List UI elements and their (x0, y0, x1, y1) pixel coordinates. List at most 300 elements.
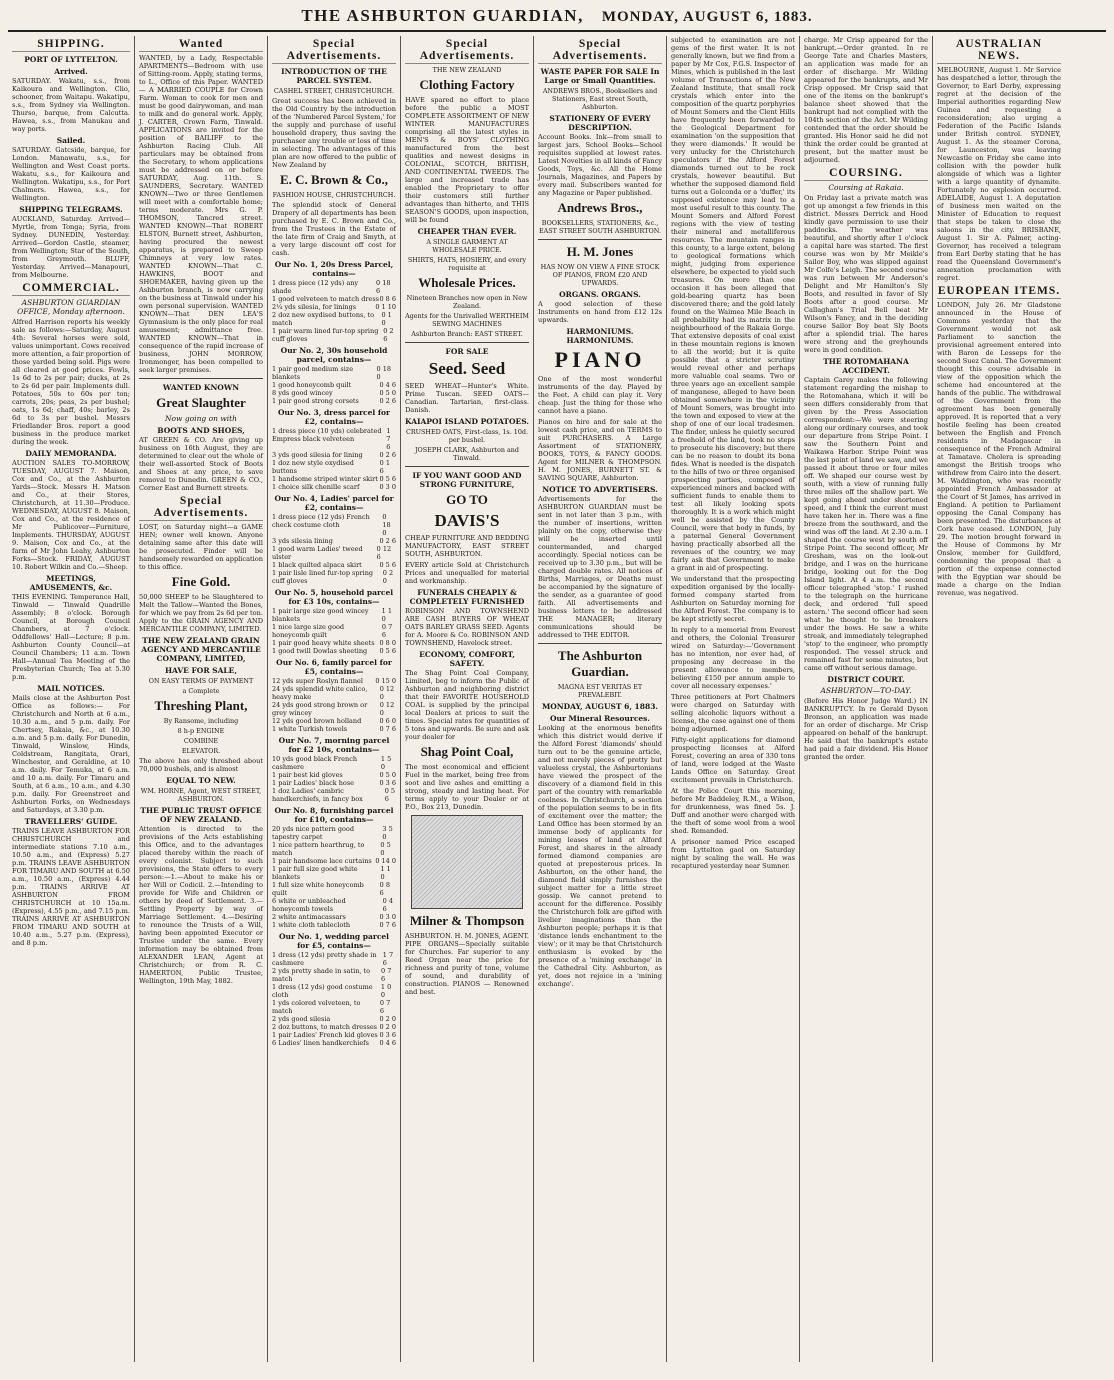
price-item: 6 Ladies' linen handkerchiefs (272, 1039, 369, 1047)
price-row (272, 623, 396, 639)
company-heading: THE NEW ZEALAND GRAIN AGENCY AND MERCANTILE COMPANY, LIMITED, (141, 636, 261, 663)
coursing-text: On Friday last a private match was got up amongst a few friends in this district. Messrs Derrick and Hood kindly gave permission to use their paddocks. The weather was beautiful, and shortly after 1 o'clock a capital hare was started. The first course was won by Mr Meikle's Sailor Boy, who was slipped against Mr Colfe's Leigh. The second course was run between Mr Anderson's Delight and Mr Hamilton's Sly Boots, and resulted in favor of Sly Boots after a good course. Mr Callaghan's Trial Bell beat Mr Wilson's Fancy, and in the deciding course Sailor Boy beat Sly Boots after a splendid trial. The hares were strong and the greyhounds were in good condition. (804, 194, 928, 354)
robinson-text: ROBINSON AND TOWNSHEND ARE CASH BUYERS OF WHEAT OATS BARLEY GRASS SEED. Agents for A. Moore & Co. ROBINSON AND TOWNSHEND, Havelock street. (405, 607, 529, 647)
price-row (272, 717, 396, 725)
parcel3-heading: Our No. 3, dress parcel for £2, contains— (278, 408, 390, 426)
leader-date: MONDAY, AUGUST 6, 1883. (541, 702, 659, 711)
shirts-label: SHIRTS, HATS, HOSIERY, and every requisite at (407, 256, 527, 272)
price-row (272, 857, 396, 865)
meetings-text: THIS EVENING. Temperance Hall, Tinwald — Tinwald Quadrille Assembly; 8 o'clock. Borough Council, at Borough Council Chambers, at 7 o'clock. Oddfellows' Hall—Lecture; 8 p.m. Ashburton County Council—at Council Chambers; 11 a.m. Town Hall—Annual Tea Meeting of the Presbyterian Church; Tea at 5.30 p.m. (12, 593, 130, 681)
price-row (272, 897, 396, 913)
price-value: 0 2 0 (379, 1015, 396, 1023)
column-clothing (401, 36, 534, 1362)
parcel1-heading: Our No. 1, 20s Dress Parcel, contains— (274, 260, 394, 278)
slaughter-sub: Now going on with (164, 414, 237, 423)
price-item: 1 good warm Ladies' tweed ulster (272, 545, 363, 561)
price-value: 0 1 10 (375, 303, 396, 311)
price-item: 24 yds good strong brown or grey wincey (272, 701, 368, 717)
memoranda-heading: DAILY MEMORANDA. (25, 449, 117, 458)
jones-title: H. M. Jones (566, 244, 634, 259)
andrews-sub: BOOKSELLERS, STATIONERS, &c., EAST STREET SOUTH ASHBURTON. (539, 219, 661, 235)
commercial-subheading: ASHBURTON GUARDIAN OFFICE, Monday afternoon. (17, 298, 125, 316)
price-value: 0 3 0 (379, 483, 396, 491)
paper-title: THE ASHBURTON GUARDIAN, (301, 6, 584, 25)
joseph-clark: JOSEPH CLARK, Ashburton and Tinwald. (415, 446, 519, 462)
organs-label: ORGANS. ORGANS. (559, 290, 641, 299)
price-value: 0 2 0 (379, 1023, 396, 1031)
coursing-sub: Coursing at Rakaia. (828, 183, 904, 192)
crushed-oats: CRUSHED OATS, First-class, 1s. 10d. per bushel. (405, 428, 529, 444)
parcel8-list (272, 825, 396, 929)
branches: Nineteen Branches now open in New Zealand. (406, 294, 528, 310)
slaughter-heading: WANTED KNOWN (162, 383, 240, 392)
coal-text-2: The most economical and efficient Fuel in the market, being free from soot and live ashes and emitting a strong, steady and lasting heat. For terms apply to your Dealer or at P.O., Box 213, Dunedin. (405, 763, 529, 811)
clothing-text: HAVE spared no effort to place before the public a MOST COMPLETE ASSORTMENT OF NEW WINTER MANUFACTURES comprising all the latest styles in MEN'S & BOYS' CLOTHING manufactured from the best qualities and newest designs in COLONIAL, SCOTCH, BRITISH, AND CONTINENTAL TWEEDS. The large and increased trade has enabled the Proprietary to offer their customers still further advantages than hitherto, and THIS SEASON'S GOODS, upon inspection, will be found (405, 96, 529, 224)
price-row (272, 639, 396, 647)
jones-text: HAS NOW ON VIEW A FINE STOCK OF PIANOS, FROM £20 AND UPWARDS. (540, 263, 660, 287)
wholesale-title: Wholesale Prices. (418, 275, 516, 290)
price-row (272, 865, 396, 881)
notice-text: Advertisements for the ASHBURTON GUARDIAN must be sent in not later than 3 p.m., with the number of insertions, written plainly on the copy, otherwise they will be inserted until countermanded, and charged accordingly. Special notices can be received up to 3.30 p.m., but will be charged double rates. All notices of Births, Marriages, or Deaths must be accompanied by the signature of the sender, as a guarantee of good faith. All advertisements and business letters to be addressed THE MANAGER; literary communications should be addressed to THE EDITOR. (538, 495, 662, 639)
price-row (272, 881, 396, 897)
masthead (8, 6, 1106, 32)
wanted-text: WANTED, by a Lady, Respectable APARTMENTS—Bedroom with use of Sitting-room. Apply, stating terms, to L., Office of this Paper. WANTED — A MARRIED COUPLE for Crown Farm. Woman to cook for men and must be good dairywoman, and man to milk and do general work. Apply, J. CARTER, Crown Farm, Tinwald. APPLICATIONS are invited for the position of BAILIFF to the Ashburton Racing Club. All particulars may be obtained from the Secretary, to whom applications must be addressed on or before SATURDAY, Aug. 11th. S. SAUNDERS, Secretary. WANTED KNOWN—Two or three Gentlemen will meet with a comfortable home; terms moderate. Mrs G. P. THOMSON, Tancred street. WANTED KNOWN—That ROBERT ELSTON, Burnett street, Ashburton, having procured the newest apparatus, is prepared to Sweep Chimneys at very low rates. WANTED KNOWN—That C. HAWKINS, BOOT and SHOEMAKER, having given up the Ashburton branch, is now carrying on the business at Tinwald under his own personal supervision. WANTED KNOWN—That DEN LEA'S Gymnasium is the only place for real amusement; admittance free. WANTED KNOWN—That in consequence of the rapid increase of business, JOHN MORROW, Ironmonger, has been compelled to seek larger premises. (139, 54, 263, 374)
australian-text: MELBOURNE, August 1. Mr Service has despatched a letter, through the Governor, to Earl Derby, expressing regret at the decision of the Imperial authorities regarding New Guinea and requesting a reconsideration; also urging a Federation of the Pacific Islands under British control. SYDNEY, August 1. As the steamer Corona, for Launceston, was leaving Newcastle on Friday she came into collision with the powder hulk alongside of which was a lighter with a large quantity of dynamite. Fortunately no explosion occurred. ADELAIDE, August 1. A deputation of business men waited on the Minister of Education to request that steps be taken to close the saloons in the city. BRISBANE, August 1. Sir A. Palmer, acting-Governor, has received a telegram from Earl Derby stating that he has read the Queensland Government's annexation proclamation with regret. (937, 66, 1061, 282)
price-value: 1 5 0 (380, 755, 392, 771)
furniture-heading: IF YOU WANT GOOD AND STRONG FURNITURE, (412, 471, 522, 489)
price-value: 1 7 6 (382, 951, 394, 967)
parcel-text: Great success has been achieved in the Old Country by the introduction of the 'Numbered Parcel System,' for the supply and purchase of useful household drapery, thus saving the purchaser any trouble or loss of time in selecting. The advantages of this plan are now offered to the public of New Zealand by (272, 97, 396, 169)
news-text-4: Three petitioners at Port Chalmers were charged on Saturday with selling alcoholic liquors without a license, the case against one of them being adjourned. (671, 693, 795, 733)
meetings-heading: MEETINGS, AMUSEMENTS, &c. (29, 574, 113, 592)
price-row (272, 983, 396, 999)
slaughter-title: Great Slaughter (156, 395, 246, 410)
news-text-3: In reply to a memorial from Everest and others, the Colonial Treasurer wired on Saturday:—'Government has no intention, nor ever had, of proposing any decrease in the present allowance to members, believing £150 per annum ample to cover all necessary expenses.' (671, 626, 795, 690)
price-row (272, 825, 396, 841)
column-shipping (8, 36, 135, 1362)
sailed-label: Sailed. (56, 136, 86, 145)
wanted-heading: Wanted (139, 38, 263, 52)
price-value: 0 4 6 (379, 1039, 396, 1047)
arrived-label: Arrived. (54, 67, 88, 76)
davis-text: CHEAP FURNITURE AND BEDDING MANUFACTORY, EAST STREET SOUTH, ASHBURTON. (405, 534, 529, 558)
price-value: 0 3 6 (379, 1031, 396, 1039)
price-item: 3 yds silesia lining (272, 537, 333, 545)
price-item: 2¼ yds silesia, for linings (272, 303, 357, 311)
leader-heading: Our Mineral Resources. (549, 714, 650, 723)
for-sale: FOR SALE (445, 347, 489, 356)
price-item: 1 nice large size good honeycomb quilt (272, 623, 345, 639)
price-value: 0 7 6 (379, 999, 391, 1015)
motto: MAGNA EST VERITAS ET PREVALEBIT. (557, 683, 643, 699)
price-row (272, 921, 396, 929)
price-item: 1 pair full size good white blankets (272, 865, 358, 881)
news-text-7: A prisoner named Price escaped from Lyttelton gaol on Saturday night by scaling the wall. He was recaptured yesterday near Sumner. (671, 838, 795, 870)
mail-heading: MAIL NOTICES. (37, 684, 105, 693)
coal-title: Shag Point Coal, (420, 744, 514, 759)
price-item: 1 pair Ladies' French kid gloves (272, 1031, 378, 1039)
parcel9-heading: Our No. 1, wedding parcel for £5, contains— (278, 932, 390, 950)
piano-word: PIANO (554, 347, 646, 372)
stationery-heading: STATIONERY OF EVERY DESCRIPTION. (549, 114, 651, 132)
district-sub: ASHBURTON—TO-DAY. (820, 686, 912, 695)
slaughter-text: AT GREEN & CO. Are giving up business on 16th August, they are determined to clear out the whole of their well-assorted Stock of Boots and Shoes at any price, to save removal to Dunedin. GREEN & CO., Corner East and Burnett streets. (139, 436, 263, 492)
price-item: 12 yds super Roslyn flannel (272, 677, 363, 685)
price-row (272, 1039, 396, 1047)
price-value: 0 3 6 (379, 779, 396, 787)
arrived-text: SATURDAY. Wakatu, s.s., from Kaikoura and Wellington. Clio, schooner, from Waitapu. Wakatipu, s.s., from Sydney via Wellington. Thurso, barque, from Calcutta. Hawea, s.s., from Manukau and way ports. (12, 77, 130, 133)
price-value: 0 1 0 (381, 311, 392, 327)
price-item: 1 full size white honeycomb quilt (272, 881, 364, 897)
price-value: 0 1 6 (379, 459, 390, 475)
price-item: 1 good twill Dowlas sheeting (272, 647, 368, 655)
parcel2-heading: Our No. 2, 30s household parcel, contains— (280, 346, 388, 364)
special-heading-4: Special Advertisements. (405, 38, 529, 64)
price-value: 0 2 6 (383, 327, 394, 343)
coursing-heading: COURSING. (804, 167, 928, 181)
gold-title: Fine Gold. (171, 574, 231, 589)
ransome-label: By Ransome, including (163, 717, 239, 725)
price-row (272, 311, 396, 327)
piano-text: One of the most wonderful instruments of the day. Played by the Feet. A child can play it. Very cheap. Just the thing for those who cannot have a piano. (538, 375, 662, 415)
news-text-2: We understand that the prospecting expedition organised by the locally-formed company started from Ashburton on Saturday morning for the Alford Forest. The company is to be kept strictly secret. (671, 575, 795, 623)
travellers-heading: TRAVELLERS' GUIDE. (24, 817, 118, 826)
price-row (272, 841, 396, 857)
special-heading: Special Advertisements. (139, 495, 263, 521)
engine-label: 8 h-p ENGINE (177, 727, 225, 735)
equal-new: EQUAL TO NEW. (166, 776, 236, 785)
court-continued: charge. Mr Crisp appeared for the bankrupt.—Order granted. In re George Tate and Charles Masters, an application was made for an order of discharge. Mr Wilding appeared for the bankrupts, and Mr Crisp opposed. Mr Crisp said that one of the items on the bankrupt's balance sheet showed that the bankrupt had not complied with the 104th section of the Act. Mr Wilding contended that the order should be granted. His Honor said he did not think the order could be granted at present, but the matter must be adjourned. (804, 36, 928, 164)
price-item: 1 dress (12 yds) good costume cloth (272, 983, 373, 999)
easy-terms: ON EASY TERMS OF PAYMENT (148, 677, 254, 685)
divider (538, 239, 662, 240)
price-item: 3 yds good silesia for lining (272, 451, 363, 459)
price-value: 0 4 6 (382, 897, 393, 913)
news-text-1: subjected to examination are not gems of the first water. It is not generally known, but we find from a paper by Mr Cox, F.G.S. Inspector of Mines, which is published in the last volume of Transactions of the New Zealand Institute, that small rock crystals which enter into the composition of the quartz porphyries of Mount Somers and the Clent Hills have frequently been forwarded to the Geological Department for examination 'on the supposition that they were diamonds.' It would be very unlucky for the Christchurch speculators if the Alford Forest diamonds turned out to be rock crystals, however beautiful. But whether the supposed diamond field turns out a Golconda or a 'duffer,' its supposed existence may lead to a most useful result to this county. The Mount Somers and Alford Forest regions with the view of testing their mineral and metalliferous resources. The mountain ranges in this county, to a large extent, belong to geological formations which might, judging from experience elsewhere, be expected to yield such treasures. On more than one occasion it has been alleged that gold-bearing quartz has been discovered there; and the gold lately found on the Waimea Mile Beach in all probability had its matrix in the neighbourhood of the Rakaia Gorge. That extensive deposits of coal exist in these mountain regions is known to all the world; but it is quite possible that a stricter scrutiny would reveal other and perhaps more valuable coal seams. Two or three years ago an excellent sample of manganese, alleged to have been obtained somewhere in the vicinity of Mount Somers, was brought into the town and exposed to view at the shop of one of our local tradesmen. The finder, unless he quietly secured a freehold of the land, took no steps to prosecute his discovery; but there can be no reason to doubt its bona fides. What is needed is the dispatch to the hills of two or three organised prospecting parties, composed of experienced miners and backed with sufficient funds to enable them to test all likely looking spots thoroughly. It is a work which might well be assisted by the County Council, were that body in funds, by a paternal General Government having practically absorbed all the revenues of the country, we may fairly ask that Government to make a grant in aid of prospecting. (671, 36, 795, 572)
plant-text: The above has only threshed about 70,000 bushels, and is almost (139, 757, 263, 773)
commercial-heading: COMMERCIAL. (12, 282, 130, 296)
price-row (272, 381, 396, 389)
divider (139, 378, 263, 379)
price-value: 0 2 0 (382, 569, 394, 585)
seed-text: SEED WHEAT—Hunter's White. Prime Tuscan. SEED OATS—Canadian. Tartarian, first-class. Danish. (405, 382, 529, 414)
special-heading-5: Special Advertisements. (538, 38, 662, 64)
coal-heading: ECONOMY, COMFORT, SAFETY. (419, 650, 515, 668)
price-item: 8 yds good wincey (272, 389, 333, 397)
price-item: 6 white or unbleached honeycomb towels (272, 897, 346, 913)
price-row (272, 677, 396, 685)
organ-engraving (411, 815, 523, 909)
price-item: 1 choice silk chenille scarf (272, 483, 360, 491)
price-value: 1 0 0 (380, 983, 392, 999)
price-row (272, 913, 396, 921)
telegrams-heading: SHIPPING TELEGRAMS. (19, 205, 123, 214)
price-item: 1 white Turkish towels (272, 725, 348, 733)
price-row (272, 513, 396, 537)
potatoes-label: KAIAPOI ISLAND POTATOES. (405, 417, 529, 426)
price-row (272, 685, 396, 701)
district-heading: DISTRICT COURT. (827, 675, 905, 684)
price-value: 0 14 0 (375, 857, 396, 865)
price-value: 0 2 6 (379, 397, 396, 405)
european-text: LONDON, July 26. Mr Gladstone announced in the House of Commons yesterday that the Government would not ask Parliament to sanction the provisional agreement entered into with Baron de Lesseps for the second Suez Canal. The Government thought this course advisable in view of the opposition which the scheme had encountered at the hands of the public. The withdrawal of the Government from the agreement has been generally approved. It is reported that a very hostile feeling has been created between the English and French residents in Madagascar in consequence of the French Admiral at Tamatave. Cholera is spreading amongst the British troops who withdrew from Cairo into the desert. M. Waddington, who was recently appointed French Ambassador at the Court of St James, has arrived in England. A petition to Parliament opposing the Canal Company has been presented. The disturbances at Cork have ceased. LONDON, July 29. The motion brought forward in the House of Commons by Mr Onslow, member for Guildford, condemning the proposal that a portion of the expense connected with the Egyptian war should be made a charge on the Indian revenue, was negatived. (937, 301, 1061, 597)
parcel7-heading: Our No. 7, morning parcel for £2 10s, contains— (278, 736, 390, 754)
parcel4-list (272, 513, 396, 585)
european-heading: EUROPEAN ITEMS. (937, 285, 1061, 297)
shipping-heading: SHIPPING. (12, 38, 130, 52)
price-item: 1 pair lisle lined fur-top spring cuff gloves (272, 569, 374, 585)
davis-title: DAVIS'S (434, 511, 500, 530)
leader-text: Looking at the enormous benefits which this district would derive if the Alford Forest 'diamonds' should turn out to be the genuine article, and not merely pieces of pretty but valueless crystal, the Ashburtonians have viewed the prospect of the discovery of a diamond field in this part of the country with remarkable coolness. In Christchurch, a section of the population seems to be in fits of excitement over the matter; the Land Office has been stormed by an immense body of applicants for mining leases of land at Alford Forest, and shares in the already formed diamond companies are quoted at preposterous prices. In Ashburton, on the other hand, the diamond field simply furnishes the subject matter for a little street gossip. We cannot pretend to account for the difference. Possibly the Christchurch folk are gifted with livelier imaginations than the Ashburton people; perhaps it is that 'distance lends enchantment to the view'; or it may be that Christchurch enthusiasm is evoked by the presence of a 'mining exchange' in the Cathedral City. Ashburton, as yet, does not rejoice in a 'mining exchange'. (538, 724, 662, 988)
single-garment: A SINGLE GARMENT AT WHOLESALE PRICE. (426, 238, 508, 254)
parcel-address: CASHEL STREET, CHRISTCHURCH. (273, 87, 395, 95)
price-row (272, 451, 396, 459)
notice-heading: NOTICE TO ADVERTISERS. (542, 485, 658, 494)
news-text-6: At the Police Court this morning, before Mr Baddeley, R.M., a Wilson, for drunkenness, was fined 5s. J. Duff and another were charged with the theft of some wool from a wool shed. Remanded. (671, 787, 795, 835)
issue-date: MONDAY, AUGUST 6, 1883. (601, 9, 813, 25)
parcel5-heading: Our No. 5, household parcel for £3 10s, contains— (274, 588, 394, 606)
price-row (272, 295, 396, 303)
price-item: 20 yds nice pattern good tapestry carpet (272, 825, 355, 841)
waste-paper: WASTE PAPER FOR SALE In Large or Small Quantities. (540, 67, 660, 85)
column-news (667, 36, 800, 1362)
milner-text: ASHBURTON. H. M. JONES, AGENT. PIPE ORGANS—Specially suitable for Churches. Far superior to any Reed Organ near the price for richness and purity of tone, volume of sound, and durability of construction. PIANOS — Renowned and best. (405, 932, 529, 996)
slaughter-item: BOOTS AND SHOES, (157, 426, 245, 435)
parcel6-list (272, 677, 396, 733)
telegrams-text: AUCKLAND, Saturday. Arrived—Myrtle, from Tonga; Syria, from Sydney. DUNEDIN, Yesterday. Arrived—Gordon Castle, steamer, from Wellington; Star of the South, from Greymouth. BLUFF, Yesterday. Arrived—Manapouri, from Melbourne. (12, 215, 130, 279)
price-item: 2 doz new oxydised buttons, to match (272, 311, 374, 327)
price-value: 0 7 6 (379, 725, 396, 733)
price-row (272, 365, 396, 381)
price-value: 1 1 0 (381, 607, 393, 623)
price-item: 10 yds good black French cashmere (272, 755, 358, 771)
lost-text: LOST, on Saturday night—a GAME HEN; owner well known. Anyone detaining same after this date will be prosecuted. Finder will be handsomely rewarded on application to this office. (139, 523, 263, 571)
firm-name: E. C. Brown & Co., (279, 172, 389, 187)
price-item: 1 pair good strong corsets (272, 397, 359, 405)
plant-title: Threshing Plant, (154, 698, 248, 713)
paper-nameplate: The Ashburton Guardian. (557, 648, 643, 679)
price-value: 0 12 0 (379, 701, 395, 717)
parcel2-list (272, 365, 396, 405)
price-value: 0 12 0 (379, 685, 395, 701)
price-row (272, 459, 396, 475)
divider (538, 643, 662, 644)
price-value: 0 7 6 (381, 623, 393, 639)
price-row (272, 327, 396, 343)
cheaper-label: CHEAPER THAN EVER. (417, 227, 517, 236)
price-value: 0 6 0 (379, 717, 396, 725)
clothing-title: Clothing Factory (419, 77, 515, 92)
clothing-heading: THE NEW ZEALAND (432, 66, 502, 74)
price-value: 0 4 6 (379, 381, 396, 389)
complete-label: a Complete (182, 687, 220, 695)
price-item: 1 pair good medium size blankets (272, 365, 354, 381)
price-item: 1 doz Ladies' cambric handkerchiefs, in fancy box (272, 787, 363, 803)
coal-text: The Shag Point Coal Company, Limited, beg to inform the Public of Ashburton and neighboring district that their FAVORITE HOUSEHOLD COAL is supplied by the principal local Dealers at prices to suit the times. Special rates for quantities of 5 tons and upwards. Be sure and ask your dealer for (405, 669, 529, 741)
price-item: 24 yds splendid white calico, heavy make (272, 685, 368, 701)
price-value: 0 5 0 (379, 771, 396, 779)
price-row (272, 725, 396, 733)
milner-title: Milner & Thompson (409, 913, 525, 928)
price-row (272, 755, 396, 771)
port-heading: PORT OF LYTTELTON. (24, 55, 118, 64)
price-row (272, 537, 396, 545)
memoranda-text: AUCTION SALES TO-MORROW, TUESDAY, AUGUST 7. Maison, Cox and Co., at the Ashburton Yards—Stock. Messrs H. Matson and Co., at their Stores, Christchurch, at 11.30—Produce. WEDNESDAY, AUGUST 8. Maison, Cox and Co., at the residence of Mr Publicover—Furniture, Implements. THURSDAY, AUGUST 9. Maison, Cox and Co., at the farm of Mr John Leahy, Ashburton Forks—Stock. FRIDAY, AUGUST 10. Robert Wilkin and Co.—Sheep. (12, 459, 130, 571)
parcel-heading: INTRODUCTION OF THE PARCEL SYSTEM. (281, 67, 387, 85)
price-value: 0 8 0 (379, 639, 396, 647)
agents: Agents for the Unrivalled WERTHEIM SEWING MACHINES (405, 312, 529, 328)
elevator-label: ELEVATOR. (181, 747, 221, 755)
price-item: 1 pair large size good wincey blankets (272, 607, 369, 623)
price-row (272, 475, 396, 483)
price-value: 0 3 0 (379, 913, 396, 921)
combine-label: COMBINE (183, 737, 219, 745)
sailed-text: SATURDAY. Gatcside, barque, for London. Manawatu, s.s., for Wellington and West Coast ports. Wakatu, s.s., for Kaikoura and Wellington. Wakatipu, s.s., for Port Chalmers. Hawea, s.s., for Wellington. (12, 146, 130, 202)
price-row (272, 951, 396, 967)
price-item: 1 pair best kid gloves (272, 771, 343, 779)
parcel8-heading: Our No. 8, furnishing parcel for £10, contains— (274, 806, 394, 824)
price-row (272, 771, 396, 779)
price-item: 2 yds good silesia (272, 1015, 331, 1023)
price-value: 3 5 0 (382, 825, 393, 841)
district-text: (Before His Honor Judge Ward.) IN BANKRUPTCY. In re Gerald Dyson Bronson, an application was made for an order of discharge. Mr Crisp appeared on behalf of the bankrupt. He said that the bankrupt's estate had paid a fair dividend. His Honor granted the order. (804, 697, 928, 761)
price-item: 1 pair warm lined fur-top spring cuff gloves (272, 327, 379, 343)
price-row (272, 483, 396, 491)
price-item: 1 dress (12 yds) pretty shade in cashmere (272, 951, 377, 967)
price-row (272, 1031, 396, 1039)
price-item: 1 good velveteen to match dress (272, 295, 380, 303)
price-value: 0 5 6 (379, 561, 396, 569)
price-row (272, 647, 396, 655)
price-value: 1 1 0 (380, 865, 391, 881)
price-row (272, 397, 396, 405)
price-value: 0 8 6 (379, 881, 390, 897)
price-value: 0 5 6 (379, 647, 396, 655)
price-row (272, 967, 396, 983)
price-value: 0 8 6 (379, 295, 396, 303)
branch-address: Ashburton Branch: EAST STREET. (411, 330, 523, 338)
price-item: 1 black quilted alpaca skirt (272, 561, 362, 569)
price-row (272, 569, 396, 585)
price-item: 1 nice pattern hearthrug, to match (272, 841, 365, 857)
price-value: 0 5 0 (379, 389, 396, 397)
price-item: 1 dress piece (12 yds) French check costume cloth (272, 513, 370, 529)
every-article: EVERY article Sold at Christchurch Prices and unequalled for material and workmanship. (405, 561, 529, 585)
price-row (272, 607, 396, 623)
go-to: GO TO (446, 492, 488, 507)
price-row (272, 279, 396, 295)
parcels-intro: The splendid stock of General Drapery of all departments has been purchased by E. C. Brown and Co., from the Trustees in the Estate of the late firm of Craig and Smyth, at a very large discount off cost for cash. (272, 201, 396, 257)
price-value: 0 18 0 (376, 365, 392, 381)
andrews-address: ANDREWS BROS., Booksellers and Stationers, East street South, Ashburton. (542, 87, 658, 111)
travellers-text: TRAINS LEAVE ASHBURTON FOR CHRISTCHURCH and intermediate stations 7.10 a.m., 10.50 a.m., and (Express) 5.27 p.m. TRAINS LEAVE ASHBURTON FOR TIMARU AND SOUTH at 6.50 a.m., 10.50 a.m., (Express) 4.44 p.m. TRAINS ARRIVE AT ASHBURTON FROM CHRISTCHURCH at 10 15a.m. (Express), 4.55 p.m., and 7.15 p.m. TRAINS ARRIVE AT ASHBURTON FROM TIMARU AND SOUTH at 10.40 a.m., 5.27 p.m. (Express), and 8 p.m. (12, 827, 130, 947)
trust-heading: THE PUBLIC TRUST OFFICE OF NEW ZEALAND. (140, 806, 262, 824)
column-parcels (268, 36, 401, 1362)
price-value: 0 18 6 (376, 279, 391, 295)
firm-sub: FASHION HOUSE, CHRISTCHURCH. (272, 191, 396, 199)
price-item: 1 pair Ladies' black hose (272, 779, 354, 787)
price-item: 1 pair handsome lace curtains (272, 857, 372, 865)
price-row (272, 779, 396, 787)
parcel1-list (272, 279, 396, 343)
price-value: 0 15 0 (375, 677, 396, 685)
gold-text: 50,000 SHEEP to be Slaughtered to Melt the Tallow—Wanted the Bones, for which we pay from 2s 6d per ton. Apply to the GRAIN AGENCY AND MERCANTILE COMPANY, LIMITED. (139, 593, 263, 633)
price-row (272, 303, 396, 311)
price-row (272, 999, 396, 1015)
price-value: 0 7 6 (379, 921, 396, 929)
price-row (272, 1023, 396, 1031)
special-heading-3: Special Advertisements. (272, 38, 396, 64)
price-item: 1 dress piece (10 yds) celebrated Empress black velveteen (272, 427, 382, 443)
australian-heading: AUSTRALIAN NEWS. (937, 38, 1061, 64)
price-row (272, 561, 396, 569)
price-row (272, 1015, 396, 1023)
divider (405, 466, 529, 467)
mail-text: Mails close at the Ashburton Post Office as follows:— For Christchurch and North at 6 a.m., 10.30 a.m., and 5 p.m. daily. For Chertsey, Rakaia, &c., at 10.30 a.m. and 5 p.m. daily. For Dunedin, Tinwald, Winslow, Hinds, Coldstream, Rangitata, Orari, Winchester, and Geraldine, at 10 a.m. daily. For Temuka, at 6 a.m. and 10 a.m. daily. For Timaru and South, at 6 a.m., 10 a.m., and 4.30 p.m. daily. For Greenstreet and Ashburton Forks, on Wednesdays and Saturdays, at 3.30 p.m. (12, 694, 130, 814)
price-item: 1 yds colored velveteen, to match (272, 999, 361, 1015)
stationery-text: Account Books. Ink—from small to largest jars. School Books—School requisites supplied at lowest rates. Latest Novelties in all kinds of Fancy Goods, Toys, &c. All the Home Journals, Magazines, and Papers by every mail. Subscribers wanted for any Magazine or Paper published. (538, 133, 662, 197)
columns (8, 36, 1106, 1362)
price-item: 1 handsome striped winter skirt (272, 475, 378, 483)
price-item: 1 dress piece (12 yds) any shade (272, 279, 359, 295)
price-value: 0 5 0 (380, 841, 391, 857)
have-sale: HAVE FOR SALE, (164, 666, 238, 675)
rotomahana-text: Captain Carey makes the following statement regarding the mishap to the Rotomahana, which it will be seen differs considerably from that given by the Press Association correspondent:—We were steering along our ordinary courses, and took our departure from Stripe Point. I saw the Southern Point and Waikawa Harbor. Stripe Point was the last point of land we saw, and we passed it about three or four miles off. We shaped our course west by south, with a view of running fully three miles off the shallow part. We kept going ahead under shortened speed, and I think the current must have taken her in. There was a fine breeze from the southward, and the wind was off the land. At 2.30 a.m. I shaped the course west by south off Stripe Point. The second officer, Mr Gresham, was on the look-out bridge, and I was on the hurricane bridge, looking out for the Dog Island light. At 4 a.m. the second officer telegraphed 'stop.' I rushed to the telegraph on the hurricane deck, and ordered 'full speed astern.' The second officer had seen what he thought to be breakers under the bows. He saw a white streak, and immediately telegraphed 'stop' to the engineer, who promptly responded. The vessel struck and remained fast for some minutes, but came off without serious damage. (804, 376, 928, 672)
price-row (272, 545, 396, 561)
parcel4-heading: Our No. 4, Ladies' parcel for £2, contains— (274, 494, 394, 512)
price-row (272, 389, 396, 397)
price-item: 1 good honeycomb quilt (272, 381, 352, 389)
price-value: 0 12 6 (376, 545, 392, 561)
andrews-title: Andrews Bros., (557, 200, 643, 215)
price-value: 0 2 6 (379, 451, 396, 459)
news-text-5: Fifty-eight applications for diamond prospecting licenses at Alford Forest, covering an area of 330 tons of land, were lodged at the Waste Lands Office on Saturday. Great excitement prevails in Christchurch. (671, 736, 795, 784)
column-australian (933, 36, 1065, 1362)
price-item: 2 white antimacassars (272, 913, 346, 921)
price-value: 0 5 6 (384, 787, 396, 803)
price-value: 0 18 0 (382, 513, 391, 537)
parcel3-list (272, 427, 396, 491)
price-value: 0 5 6 (379, 475, 396, 483)
column-coursing (800, 36, 933, 1362)
price-value: 0 2 6 (379, 537, 396, 545)
divider (405, 342, 529, 343)
price-row (272, 427, 396, 451)
price-row (272, 701, 396, 717)
commercial-text: Alfred Harrison reports his weekly sale as follows:—Saturday, August 4th: Several horses were sold, values unimportant. Cows received more attention, a fair proportion of those yarded being sold. Pigs were all cleared at good prices. Fowls, 1s 6d to 2s per pair; ducks, at 2s to 2s 6d per pair. Implements dull. Potatoes, 50s to 60s per ton; carrots, 20s; peas, 2s per bushel; oats, 1s 6d; chaff, 40s; barley, 2s 6d to 3s per bushel. Messrs Friedlander Bros. report a good business in the produce market during the week. (12, 318, 131, 446)
parcel7-list (272, 755, 396, 803)
horne-agent: WM. HORNE, Agent, WEST STREET, ASHBURTON. (140, 787, 262, 803)
funerals-label: FUNERALS CHEAPLY & COMPLETELY FURNISHED (409, 588, 525, 606)
parcel9-list (272, 951, 396, 1047)
price-item: 1 white cloth tablecloth (272, 921, 351, 929)
hire-text: Pianos on hire and for sale at the lowest cash price, and on TERMS to suit PURCHASERS. A Large Assortment of STATIONERY, BOOKS, TOYS, & FANCY GOODS. Agent for MILNER & THOMPSON. H. M. JONES, BURNETT ST. & SAVING SQUARE, Ashburton. (538, 418, 662, 482)
column-wanted (135, 36, 268, 1362)
newspaper-page (8, 6, 1106, 1366)
organs-text: A good selection of these Instruments on hand from £12 12s upwards. (538, 300, 662, 324)
price-row (272, 787, 396, 803)
price-value: 1 7 6 (386, 427, 391, 451)
parcel6-heading: Our No. 6, family parcel for £5, contains— (276, 658, 392, 676)
seed-title: Seed. Seed (428, 359, 506, 378)
price-item: 12 yds good brown holland (272, 717, 362, 725)
price-item: 2 yds pretty shade in satin, to match (272, 967, 371, 983)
column-stationery (534, 36, 667, 1362)
harmoniums-label: HARMONIUMS. HARMONIUMS. (566, 327, 634, 345)
price-item: 1 pair good heavy white sheets (272, 639, 375, 647)
trust-text: Attention is directed to the provisions of the Acts establishing this Office, and to the advantages placed thereby within the reach of every colonist. Subject to such provisions, the State offers to every person:—1.—About to make his or her Will or Codicil. 2.—Intending to provide for Wife and Children or others by deed of Settlement. 3.—Settling Property by way of Marriage Settlement. 4.—Desiring to renounce the Trusts of a Will, having been appointed Executor or Trustee under the same. Every information may be obtained from ALEXANDER LEAN, Agent at Christchurch; or from R. C. HAMERTON, Public Trustee, Wellington, 19th May, 1882. (139, 825, 263, 985)
price-value: 0 7 6 (381, 967, 392, 983)
